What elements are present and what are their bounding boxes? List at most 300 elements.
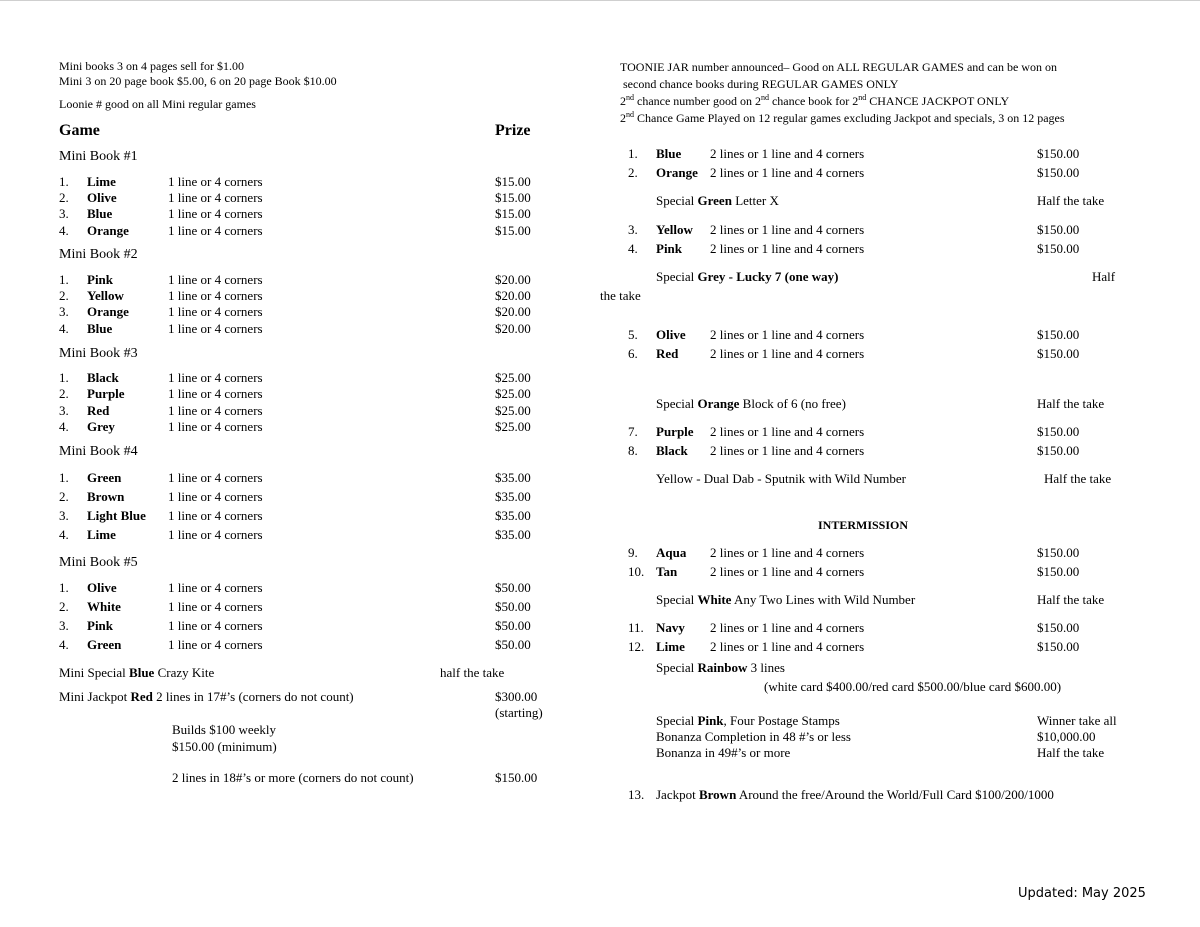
mini-book-5-game-2-pattern-text: 1 line or 4 corners bbox=[168, 599, 263, 614]
superscript-nd: nd bbox=[760, 93, 769, 102]
special-orange-text: Orange bbox=[697, 396, 740, 411]
regular-game-5-pattern bbox=[710, 328, 864, 341]
special-grey-prize-b-text: the take bbox=[600, 288, 641, 303]
special-white bbox=[656, 593, 915, 606]
regular-game-12-prize-text: $150.00 bbox=[1037, 639, 1080, 654]
mini-jackpot-prize bbox=[495, 690, 537, 703]
mini-jackpot-prize-note-text: (starting) bbox=[495, 705, 543, 720]
jackpot-alt-prize bbox=[495, 771, 537, 784]
mini-book-3-game-4-pattern-text: 1 line or 4 corners bbox=[168, 419, 263, 434]
regular-game-2-color bbox=[656, 166, 698, 179]
intro-line-1 bbox=[59, 60, 244, 72]
mini-book-4-game-3-number bbox=[59, 509, 69, 522]
regular-game-7-number bbox=[628, 425, 638, 438]
special-orange-prize-text: Half the take bbox=[1037, 396, 1105, 411]
regular-game-6-pattern bbox=[710, 347, 864, 360]
superscript-nd: nd bbox=[626, 93, 634, 102]
jackpot-brown bbox=[656, 788, 1054, 801]
regular-game-6-prize bbox=[1037, 347, 1079, 360]
special-white-text: Special bbox=[656, 592, 698, 607]
mini-book-2-game-4-color-text: Blue bbox=[87, 321, 113, 336]
mini-book-5-game-1-prize-text: $50.00 bbox=[495, 580, 531, 595]
regular-game-11-number-text: 11. bbox=[628, 620, 644, 635]
mini-jackpot-red-text: Mini Jackpot bbox=[59, 689, 131, 704]
mini-book-2-game-4-prize bbox=[495, 322, 531, 335]
mini-book-3-game-4-prize bbox=[495, 420, 531, 433]
mini-book-2-game-2-number bbox=[59, 289, 69, 302]
mini-book-2-game-2-number-text: 2. bbox=[59, 288, 69, 303]
special-pink-text: , Four Postage Stamps bbox=[723, 713, 840, 728]
regular-game-9-prize-text: $150.00 bbox=[1037, 545, 1080, 560]
regular-game-7-pattern bbox=[710, 425, 864, 438]
header-prize-text: Prize bbox=[495, 122, 531, 139]
regular-game-8-pattern-text: 2 lines or 1 line and 4 corners bbox=[710, 443, 865, 458]
regular-game-1-color-text: Blue bbox=[656, 146, 682, 161]
special-grey-prize-b bbox=[600, 289, 641, 302]
regular-game-12-number bbox=[628, 640, 644, 653]
special-pink-prize-text: Winner take all bbox=[1037, 713, 1117, 728]
jackpot-minimum bbox=[172, 740, 277, 753]
regular-game-3-pattern-text: 2 lines or 1 line and 4 corners bbox=[710, 222, 865, 237]
mini-book-2-game-3-pattern-text: 1 line or 4 corners bbox=[168, 304, 263, 319]
special-yellow-prize bbox=[1044, 472, 1111, 485]
mini-book-4-game-2-color-text: Brown bbox=[87, 489, 125, 504]
mini-book-5-game-2-color-text: White bbox=[87, 599, 121, 614]
mini-book-5-game-2-prize bbox=[495, 600, 531, 613]
mini-book-4-game-2-color bbox=[87, 490, 124, 503]
mini-book-2-game-2-pattern bbox=[168, 289, 263, 302]
regular-game-6-color bbox=[656, 347, 678, 360]
jackpot-brown-text: Jackpot bbox=[656, 787, 699, 802]
regular-game-11-number bbox=[628, 621, 644, 634]
mini-book-3-game-1-pattern-text: 1 line or 4 corners bbox=[168, 370, 263, 385]
jackpot-brown-text: Brown bbox=[698, 787, 737, 802]
regular-game-3-color bbox=[656, 223, 693, 236]
special-green-prize-text: Half the take bbox=[1037, 193, 1105, 208]
mini-book-5-game-4-prize bbox=[495, 638, 531, 651]
superscript-nd: nd bbox=[858, 93, 867, 102]
special-rainbow-cards bbox=[764, 680, 1061, 693]
mini-book-1-game-4-color-text: Orange bbox=[87, 223, 129, 238]
special-green-text: Special bbox=[656, 193, 698, 208]
mini-book-5-game-1-color-text: Olive bbox=[87, 580, 117, 595]
mini-book-title-4-text: Mini Book #4 bbox=[59, 444, 138, 459]
special-rainbow-text: Rainbow bbox=[697, 660, 748, 675]
regular-game-10-prize bbox=[1037, 565, 1079, 578]
special-pink bbox=[656, 714, 840, 727]
mini-book-1-game-2-prize bbox=[495, 191, 531, 204]
regular-game-5-number-text: 5. bbox=[628, 327, 638, 342]
bonanza-48 bbox=[656, 730, 851, 743]
mini-book-2-game-3-color bbox=[87, 305, 129, 318]
mini-book-5-game-4-pattern-text: 1 line or 4 corners bbox=[168, 637, 263, 652]
bonanza-49-prize-text: Half the take bbox=[1037, 745, 1105, 760]
mini-book-3-game-3-number bbox=[59, 404, 69, 417]
mini-book-3-game-3-color bbox=[87, 404, 109, 417]
regular-game-6-prize-text: $150.00 bbox=[1037, 346, 1080, 361]
mini-book-title-4 bbox=[59, 445, 138, 459]
mini-book-3-game-1-number-text: 1. bbox=[59, 370, 69, 385]
mini-book-1-game-3-number-text: 3. bbox=[59, 206, 69, 221]
mini-book-4-game-3-number-text: 3. bbox=[59, 508, 69, 523]
loonie-note bbox=[59, 98, 256, 110]
mini-book-4-game-2-number bbox=[59, 490, 69, 503]
jackpot-builds bbox=[172, 723, 276, 736]
mini-book-4-game-4-pattern bbox=[168, 528, 263, 541]
special-grey-text: Special bbox=[656, 269, 698, 284]
regular-game-4-number bbox=[628, 242, 638, 255]
mini-special-blue-text: Blue bbox=[129, 665, 155, 680]
mini-book-4-game-4-number bbox=[59, 528, 69, 541]
mini-book-1-game-4-pattern-text: 1 line or 4 corners bbox=[168, 223, 263, 238]
regular-game-10-number-text: 10. bbox=[628, 564, 645, 579]
mini-book-1-game-2-pattern-text: 1 line or 4 corners bbox=[168, 190, 263, 205]
mini-book-5-game-4-color-text: Green bbox=[87, 637, 122, 652]
mini-book-2-game-4-color bbox=[87, 322, 112, 335]
regular-game-6-pattern-text: 2 lines or 1 line and 4 corners bbox=[710, 346, 865, 361]
regular-game-9-pattern-text: 2 lines or 1 line and 4 corners bbox=[710, 545, 865, 560]
mini-book-5-game-1-color bbox=[87, 581, 117, 594]
mini-book-3-game-4-pattern bbox=[168, 420, 263, 433]
regular-game-8-number bbox=[628, 444, 638, 457]
mini-book-5-game-3-prize bbox=[495, 619, 531, 632]
mini-book-4-game-4-pattern-text: 1 line or 4 corners bbox=[168, 527, 263, 542]
mini-book-1-game-3-color bbox=[87, 207, 112, 220]
regular-game-8-pattern bbox=[710, 444, 864, 457]
jackpot-minimum-text: $150.00 (minimum) bbox=[172, 739, 277, 754]
mini-book-3-game-2-color-text: Purple bbox=[87, 386, 125, 401]
mini-book-5-game-3-number-text: 3. bbox=[59, 618, 69, 633]
toonie-line-2 bbox=[623, 78, 898, 90]
special-yellow-dual-dab bbox=[656, 472, 906, 485]
mini-book-1-game-4-color bbox=[87, 224, 129, 237]
mini-book-2-game-3-prize bbox=[495, 305, 531, 318]
regular-game-4-color bbox=[656, 242, 682, 255]
mini-book-5-game-3-color bbox=[87, 619, 113, 632]
mini-book-2-game-4-pattern bbox=[168, 322, 263, 335]
mini-book-4-game-2-prize-text: $35.00 bbox=[495, 489, 531, 504]
mini-book-3-game-3-prize-text: $25.00 bbox=[495, 403, 531, 418]
mini-book-3-game-4-prize-text: $25.00 bbox=[495, 419, 531, 434]
regular-game-1-number bbox=[628, 147, 638, 160]
mini-book-4-game-1-prize bbox=[495, 471, 531, 484]
mini-book-2-game-1-pattern-text: 1 line or 4 corners bbox=[168, 272, 263, 287]
regular-game-7-number-text: 7. bbox=[628, 424, 638, 439]
regular-game-7-pattern-text: 2 lines or 1 line and 4 corners bbox=[710, 424, 865, 439]
regular-game-2-number-text: 2. bbox=[628, 165, 638, 180]
regular-game-2-number bbox=[628, 166, 638, 179]
mini-book-1-game-4-number bbox=[59, 224, 69, 237]
page-top-border bbox=[0, 0, 1200, 1]
regular-game-3-prize-text: $150.00 bbox=[1037, 222, 1080, 237]
mini-book-3-game-1-prize bbox=[495, 371, 531, 384]
regular-game-2-pattern bbox=[710, 166, 864, 179]
mini-book-5-game-3-prize-text: $50.00 bbox=[495, 618, 531, 633]
regular-game-10-color-text: Tan bbox=[656, 564, 678, 579]
intermission-heading bbox=[818, 519, 908, 531]
special-green-prize bbox=[1037, 194, 1104, 207]
mini-book-2-game-3-number bbox=[59, 305, 69, 318]
mini-book-title-5 bbox=[59, 556, 138, 570]
special-green-text: Letter X bbox=[731, 193, 779, 208]
bonanza-48-prize bbox=[1037, 730, 1096, 743]
regular-game-2-color-text: Orange bbox=[656, 165, 698, 180]
mini-book-4-game-2-pattern bbox=[168, 490, 263, 503]
regular-game-4-color-text: Pink bbox=[656, 241, 683, 256]
mini-book-1-game-1-prize-text: $15.00 bbox=[495, 174, 531, 189]
mini-book-3-game-2-number-text: 2. bbox=[59, 386, 69, 401]
mini-special-prize-text: half the take bbox=[440, 665, 505, 680]
mini-book-4-game-3-pattern-text: 1 line or 4 corners bbox=[168, 508, 263, 523]
regular-game-4-prize-text: $150.00 bbox=[1037, 241, 1080, 256]
mini-book-4-game-4-prize bbox=[495, 528, 531, 541]
mini-jackpot-prize-text: $300.00 bbox=[495, 689, 538, 704]
regular-game-2-pattern-text: 2 lines or 1 line and 4 corners bbox=[710, 165, 865, 180]
regular-game-6-color-text: Red bbox=[656, 346, 679, 361]
mini-book-5-game-2-color bbox=[87, 600, 121, 613]
jackpot-alt-line-text: 2 lines in 18#’s or more (corners do not count) bbox=[172, 770, 414, 785]
regular-game-8-prize bbox=[1037, 444, 1079, 457]
mini-book-4-game-3-pattern bbox=[168, 509, 263, 522]
mini-book-5-game-1-pattern-text: 1 line or 4 corners bbox=[168, 580, 263, 595]
second-chance-line-2-text: Chance Game Played on 12 regular games excluding Jackpot and specials, 3 on 12 pages bbox=[634, 111, 1065, 125]
regular-game-9-number bbox=[628, 546, 638, 559]
special-pink-text: Pink bbox=[697, 713, 724, 728]
regular-game-8-prize-text: $150.00 bbox=[1037, 443, 1080, 458]
intermission-heading-text: INTERMISSION bbox=[818, 518, 909, 532]
mini-book-5-game-4-color bbox=[87, 638, 121, 651]
regular-game-6-number-text: 6. bbox=[628, 346, 638, 361]
special-pink-prize bbox=[1037, 714, 1117, 727]
special-yellow-prize-text: Half the take bbox=[1044, 471, 1112, 486]
regular-game-5-pattern-text: 2 lines or 1 line and 4 corners bbox=[710, 327, 865, 342]
mini-book-5-game-1-pattern bbox=[168, 581, 263, 594]
mini-book-2-game-1-number bbox=[59, 273, 69, 286]
regular-game-2-prize bbox=[1037, 166, 1079, 179]
mini-book-5-game-4-pattern bbox=[168, 638, 263, 651]
regular-game-3-number bbox=[628, 223, 638, 236]
mini-book-5-game-2-number bbox=[59, 600, 69, 613]
special-grey-text: Grey - Lucky 7 (one way) bbox=[697, 269, 839, 284]
mini-book-2-game-3-pattern bbox=[168, 305, 263, 318]
regular-game-9-color bbox=[656, 546, 686, 559]
mini-book-3-game-2-prize-text: $25.00 bbox=[495, 386, 531, 401]
regular-game-12-color bbox=[656, 640, 685, 653]
mini-book-1-game-2-color bbox=[87, 191, 117, 204]
mini-special-blue bbox=[59, 666, 214, 679]
mini-book-3-game-2-number bbox=[59, 387, 69, 400]
mini-book-1-game-2-pattern bbox=[168, 191, 263, 204]
mini-book-3-game-1-pattern bbox=[168, 371, 263, 384]
mini-book-5-game-2-prize-text: $50.00 bbox=[495, 599, 531, 614]
mini-book-1-game-4-prize-text: $15.00 bbox=[495, 223, 531, 238]
special-green bbox=[656, 194, 779, 207]
regular-game-5-prize bbox=[1037, 328, 1079, 341]
bonanza-48-text: Bonanza Completion in 48 #’s or less bbox=[656, 729, 851, 744]
mini-book-2-game-3-prize-text: $20.00 bbox=[495, 304, 531, 319]
special-white-text: White bbox=[697, 592, 732, 607]
mini-book-4-game-3-color-text: Light Blue bbox=[87, 508, 146, 523]
mini-book-4-game-1-color bbox=[87, 471, 121, 484]
regular-game-9-number-text: 9. bbox=[628, 545, 638, 560]
mini-book-3-game-3-number-text: 3. bbox=[59, 403, 69, 418]
second-chance-line-2 bbox=[620, 112, 1065, 124]
special-white-text: Any Two Lines with Wild Number bbox=[731, 592, 916, 607]
mini-book-2-game-4-number bbox=[59, 322, 69, 335]
bonanza-49-text: Bonanza in 49#’s or more bbox=[656, 745, 791, 760]
regular-game-8-color-text: Black bbox=[656, 443, 688, 458]
special-rainbow-text: 3 lines bbox=[747, 660, 785, 675]
mini-special-blue-text: Mini Special bbox=[59, 665, 130, 680]
mini-book-1-game-1-pattern bbox=[168, 175, 263, 188]
regular-game-4-pattern-text: 2 lines or 1 line and 4 corners bbox=[710, 241, 865, 256]
mini-book-4-game-4-color-text: Lime bbox=[87, 527, 116, 542]
mini-book-5-game-3-pattern-text: 1 line or 4 corners bbox=[168, 618, 263, 633]
mini-book-1-game-1-color bbox=[87, 175, 116, 188]
mini-book-4-game-4-color bbox=[87, 528, 116, 541]
jackpot-builds-text: Builds $100 weekly bbox=[172, 722, 276, 737]
special-grey-prize-a bbox=[1092, 270, 1115, 283]
regular-game-11-pattern-text: 2 lines or 1 line and 4 corners bbox=[710, 620, 865, 635]
regular-game-3-pattern bbox=[710, 223, 864, 236]
mini-book-1-game-2-number bbox=[59, 191, 69, 204]
regular-game-12-pattern-text: 2 lines or 1 line and 4 corners bbox=[710, 639, 865, 654]
special-orange bbox=[656, 397, 846, 410]
regular-game-10-number bbox=[628, 565, 644, 578]
regular-game-5-number bbox=[628, 328, 638, 341]
second-chance-line-1-text: 2 bbox=[620, 94, 626, 108]
mini-book-3-game-4-number-text: 4. bbox=[59, 419, 69, 434]
mini-book-2-game-2-prize-text: $20.00 bbox=[495, 288, 531, 303]
regular-game-1-prize-text: $150.00 bbox=[1037, 146, 1080, 161]
mini-book-3-game-3-prize bbox=[495, 404, 531, 417]
special-grey-prize-a-text: Half bbox=[1092, 269, 1116, 284]
mini-book-title-2 bbox=[59, 248, 138, 262]
regular-game-9-prize bbox=[1037, 546, 1079, 559]
mini-book-2-game-4-pattern-text: 1 line or 4 corners bbox=[168, 321, 263, 336]
regular-game-5-color-text: Olive bbox=[656, 327, 686, 342]
mini-book-3-game-1-color bbox=[87, 371, 119, 384]
toonie-line-2-text: second chance books during REGULAR GAMES ONLY bbox=[623, 77, 899, 91]
mini-special-blue-text: Crazy Kite bbox=[154, 665, 215, 680]
bonanza-49-prize bbox=[1037, 746, 1104, 759]
mini-special-prize bbox=[440, 666, 504, 679]
intro-line-2 bbox=[59, 75, 337, 87]
mini-book-1-game-3-pattern bbox=[168, 207, 263, 220]
mini-book-4-game-4-prize-text: $35.00 bbox=[495, 527, 531, 542]
mini-book-1-game-1-number-text: 1. bbox=[59, 174, 69, 189]
mini-book-2-game-1-color bbox=[87, 273, 113, 286]
mini-book-4-game-3-prize bbox=[495, 509, 531, 522]
regular-game-8-number-text: 8. bbox=[628, 443, 638, 458]
mini-book-3-game-3-color-text: Red bbox=[87, 403, 110, 418]
mini-book-3-game-1-prize-text: $25.00 bbox=[495, 370, 531, 385]
mini-book-title-1-text: Mini Book #1 bbox=[59, 149, 138, 164]
toonie-line-1 bbox=[620, 61, 1057, 73]
special-grey bbox=[656, 270, 838, 283]
regular-game-7-prize bbox=[1037, 425, 1079, 438]
mini-book-1-game-1-number bbox=[59, 175, 69, 188]
mini-book-3-game-4-number bbox=[59, 420, 69, 433]
mini-book-2-game-2-prize bbox=[495, 289, 531, 302]
mini-book-2-game-4-prize-text: $20.00 bbox=[495, 321, 531, 336]
mini-book-2-game-3-color-text: Orange bbox=[87, 304, 129, 319]
mini-book-4-game-1-number bbox=[59, 471, 69, 484]
regular-game-7-color bbox=[656, 425, 694, 438]
intro-line-1-text: Mini books 3 on 4 pages sell for $1.00 bbox=[59, 59, 244, 73]
mini-book-2-game-2-pattern-text: 1 line or 4 corners bbox=[168, 288, 263, 303]
regular-game-2-prize-text: $150.00 bbox=[1037, 165, 1080, 180]
updated-footer-text: Updated: May 2025 bbox=[1018, 886, 1146, 901]
regular-game-4-number-text: 4. bbox=[628, 241, 638, 256]
mini-book-4-game-3-color bbox=[87, 509, 146, 522]
regular-game-11-prize-text: $150.00 bbox=[1037, 620, 1080, 635]
header-game bbox=[59, 123, 100, 139]
mini-book-1-game-1-color-text: Lime bbox=[87, 174, 116, 189]
mini-book-3-game-4-color bbox=[87, 420, 115, 433]
mini-book-3-game-2-pattern-text: 1 line or 4 corners bbox=[168, 386, 263, 401]
regular-game-11-pattern bbox=[710, 621, 864, 634]
mini-book-5-game-4-number-text: 4. bbox=[59, 637, 69, 652]
jackpot-alt-line bbox=[172, 771, 414, 784]
regular-game-1-number-text: 1. bbox=[628, 146, 638, 161]
mini-book-3-game-1-number bbox=[59, 371, 69, 384]
mini-book-1-game-4-number-text: 4. bbox=[59, 223, 69, 238]
bonanza-48-prize-text: $10,000.00 bbox=[1037, 729, 1096, 744]
regular-game-5-color bbox=[656, 328, 686, 341]
mini-book-4-game-4-number-text: 4. bbox=[59, 527, 69, 542]
mini-book-title-3 bbox=[59, 347, 138, 361]
regular-game-6-number bbox=[628, 347, 638, 360]
special-rainbow-text: Special bbox=[656, 660, 698, 675]
regular-game-11-color-text: Navy bbox=[656, 620, 685, 635]
mini-book-1-game-2-prize-text: $15.00 bbox=[495, 190, 531, 205]
mini-book-4-game-3-prize-text: $35.00 bbox=[495, 508, 531, 523]
mini-book-5-game-2-number-text: 2. bbox=[59, 599, 69, 614]
mini-book-4-game-1-pattern-text: 1 line or 4 corners bbox=[168, 470, 263, 485]
mini-book-5-game-1-prize bbox=[495, 581, 531, 594]
second-chance-line-1-text: chance book for 2 bbox=[768, 94, 859, 108]
regular-game-8-color bbox=[656, 444, 688, 457]
mini-book-title-3-text: Mini Book #3 bbox=[59, 346, 138, 361]
mini-book-4-game-1-number-text: 1. bbox=[59, 470, 69, 485]
mini-book-5-game-4-prize-text: $50.00 bbox=[495, 637, 531, 652]
mini-book-2-game-3-number-text: 3. bbox=[59, 304, 69, 319]
mini-book-5-game-1-number-text: 1. bbox=[59, 580, 69, 595]
jackpot-brown-number-text: 13. bbox=[628, 787, 645, 802]
mini-book-4-game-1-pattern bbox=[168, 471, 263, 484]
mini-book-5-game-4-number bbox=[59, 638, 69, 651]
mini-book-3-game-1-color-text: Black bbox=[87, 370, 119, 385]
mini-jackpot-red-text: 2 lines in 17#’s (corners do not count) bbox=[152, 689, 354, 704]
second-chance-line-1 bbox=[620, 95, 1009, 107]
mini-book-1-game-3-prize-text: $15.00 bbox=[495, 206, 531, 221]
mini-jackpot-prize-note bbox=[495, 706, 543, 719]
special-rainbow-cards-text: (white card $400.00/red card $500.00/blue card $600.00) bbox=[764, 679, 1062, 694]
mini-book-5-game-3-pattern bbox=[168, 619, 263, 632]
special-rainbow bbox=[656, 661, 785, 674]
regular-game-9-color-text: Aqua bbox=[656, 545, 687, 560]
mini-book-1-game-4-pattern bbox=[168, 224, 263, 237]
mini-book-1-game-2-number-text: 2. bbox=[59, 190, 69, 205]
regular-game-9-pattern bbox=[710, 546, 864, 559]
mini-book-5-game-3-number bbox=[59, 619, 69, 632]
mini-book-4-game-1-prize-text: $35.00 bbox=[495, 470, 531, 485]
jackpot-brown-text: Around the free/Around the World/Full Card $100/200/1000 bbox=[736, 787, 1054, 802]
mini-book-5-game-1-number bbox=[59, 581, 69, 594]
regular-game-12-pattern bbox=[710, 640, 864, 653]
regular-game-7-prize-text: $150.00 bbox=[1037, 424, 1080, 439]
